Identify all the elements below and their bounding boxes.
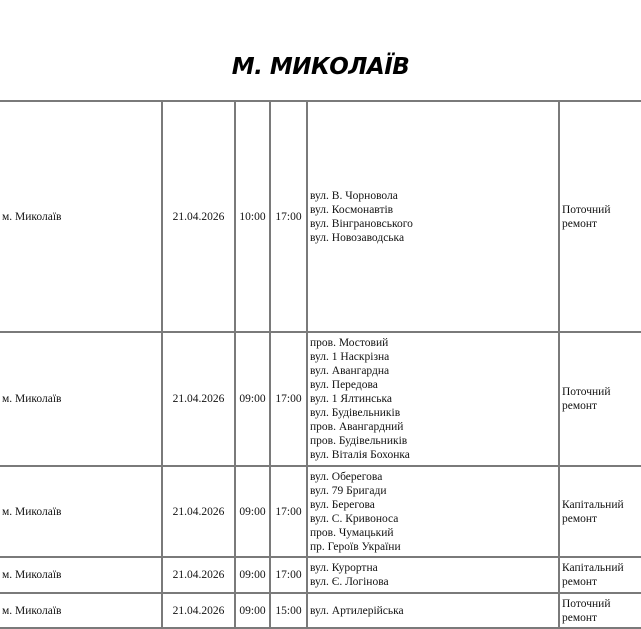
repair-type-line: Капітальний — [562, 498, 624, 511]
streets-cell — [307, 557, 559, 593]
street-item: пр. Героїв України — [310, 540, 401, 553]
repair-type-line: Капітальний — [562, 562, 624, 574]
end-time-cell: 17:00 — [270, 557, 307, 593]
repair-type-cell — [559, 101, 641, 332]
street-item: вул. Вінграновського — [310, 217, 413, 230]
city-cell: м. Миколаїв — [0, 557, 162, 593]
city-cell: м. Миколаїв — [0, 332, 162, 466]
repair-type-cell — [559, 557, 641, 593]
end-time-cell: 17:00 — [270, 101, 307, 332]
end-time-cell: 15:00 — [270, 593, 307, 628]
street-item: вул. Віталія Бохонка — [310, 449, 410, 461]
street-item: вул. Новозаводська — [310, 231, 405, 244]
start-time-cell: 10:00 — [235, 101, 270, 332]
repair-type-line: Поточний — [562, 597, 611, 610]
streets-cell — [307, 466, 559, 557]
start-time-cell: 09:00 — [235, 593, 270, 628]
street-item: вул. Космонавтів — [310, 203, 394, 216]
repair-type-line: ремонт — [562, 400, 598, 412]
repair-type-line: ремонт — [562, 512, 598, 525]
street-item: вул. Берегова — [310, 498, 375, 511]
street-item: вул. С. Кривоноса — [310, 512, 399, 525]
start-time-cell: 09:00 — [235, 557, 270, 593]
streets-cell — [307, 593, 559, 628]
table-row — [0, 593, 641, 628]
street-item: пров. Мостовий — [310, 337, 389, 349]
table-row — [0, 557, 641, 593]
streets-cell — [307, 101, 559, 332]
repair-type-cell — [559, 332, 641, 466]
street-item: вул. Артилерійська — [310, 604, 404, 617]
street-item: вул. Є. Логінова — [310, 576, 389, 588]
street-item: вул. Передова — [310, 379, 378, 391]
start-time-cell: 09:00 — [235, 466, 270, 557]
street-item: пров. Чумацький — [310, 526, 394, 539]
street-item: вул. Оберегова — [310, 470, 383, 483]
date-cell: 21.04.2026 — [162, 332, 235, 466]
city-cell: м. Миколаїв — [0, 466, 162, 557]
street-item: вул. В. Чорновола — [310, 189, 398, 202]
repair-type-line: Поточний — [562, 203, 611, 216]
repair-type-cell — [559, 593, 641, 628]
repair-type-cell — [559, 466, 641, 557]
outage-schedule-table — [0, 100, 641, 629]
end-time-cell: 17:00 — [270, 466, 307, 557]
street-item: вул. 1 Наскрізна — [310, 351, 390, 363]
streets-cell — [307, 332, 559, 466]
date-cell: 21.04.2026 — [162, 593, 235, 628]
street-item: вул. Будівельників — [310, 407, 401, 419]
city-cell: м. Миколаїв — [0, 593, 162, 628]
street-item: вул. 79 Бригади — [310, 484, 387, 497]
date-cell: 21.04.2026 — [162, 101, 235, 332]
city-cell: м. Миколаїв — [0, 101, 162, 332]
table-row — [0, 101, 641, 332]
date-cell: 21.04.2026 — [162, 466, 235, 557]
street-item: вул. Курортна — [310, 562, 378, 574]
table-row — [0, 332, 641, 466]
street-item: вул. 1 Ялтинська — [310, 393, 393, 405]
repair-type-line: ремонт — [562, 611, 598, 624]
page-title: М. МИКОЛАЇВ — [231, 54, 410, 80]
date-cell: 21.04.2026 — [162, 557, 235, 593]
repair-type-line: Поточний — [562, 386, 611, 398]
repair-type-line: ремонт — [562, 576, 598, 588]
street-item: вул. Авангардна — [310, 365, 390, 377]
table-row — [0, 466, 641, 557]
street-item: пров. Будівельників — [310, 435, 408, 447]
street-item: пров. Авангардний — [310, 421, 404, 433]
repair-type-line: ремонт — [562, 217, 598, 230]
end-time-cell: 17:00 — [270, 332, 307, 466]
start-time-cell: 09:00 — [235, 332, 270, 466]
